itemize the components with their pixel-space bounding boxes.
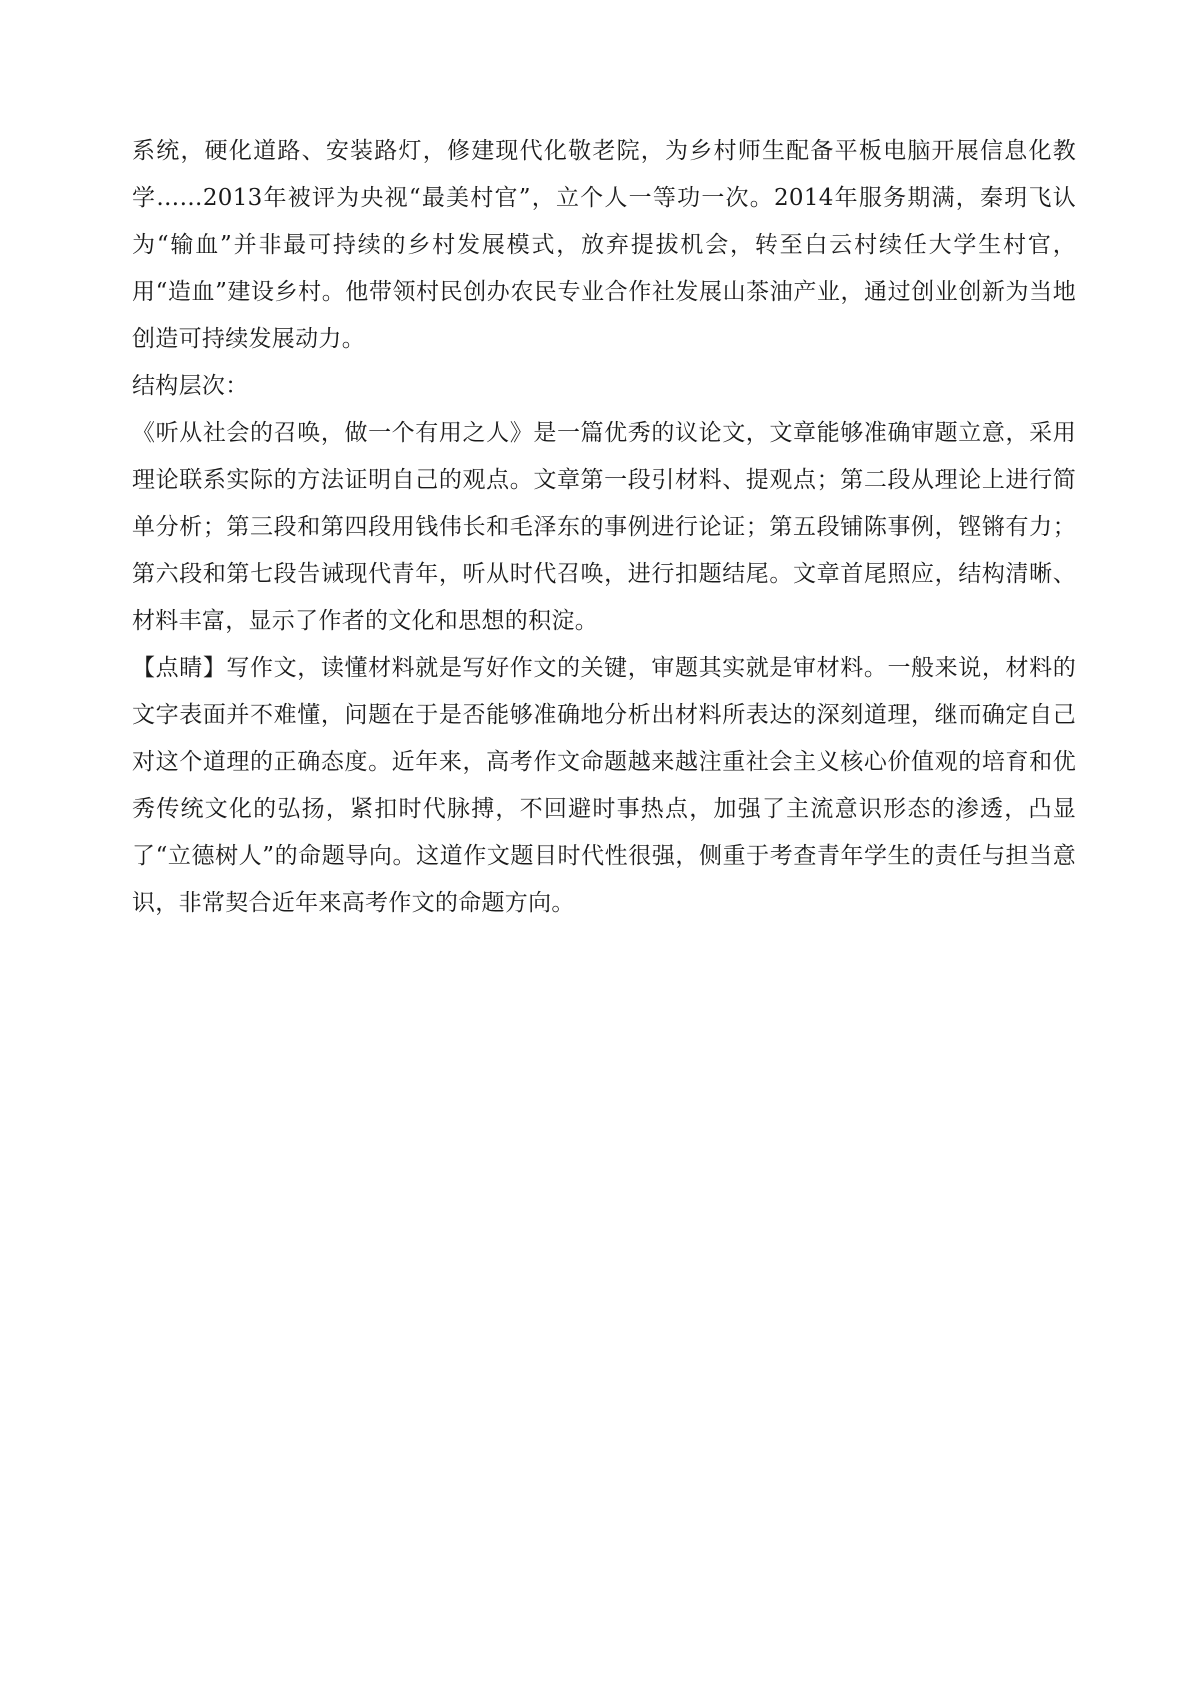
- paragraph-commentary: 【点睛】写作文，读懂材料就是写好作文的关键，审题其实就是审材料。一般来说，材料的文字表面并不难懂，问题在于是否能够准确地分析出材料所表达的深刻道理，继而确定自己对这个道理的正确态度。近年来，高考作文命题越来越注重社会主义核心价值观的培育和优秀传统文化的弘扬，紧扣时代脉搏，不回避时事热点，加强了主流意识形态的渗透，凸显了“立德树人”的命题导向。这道作文题目时代性很强，侧重于考查青年学生的责任与担当意识，非常契合近年来高考作文的命题方向。: [132, 655, 1076, 916]
- paragraph-structure-heading: 结构层次：: [132, 373, 249, 399]
- document-body: [132, 128, 1076, 927]
- paragraph-structure-analysis: 《听从社会的召唤，做一个有用之人》是一篇优秀的议论文，文章能够准确审题立意，采用理论联系实际的方法证明自己的观点。文章第一段引材料、提观点；第二段从理论上进行简单分析；第三段和第四段用钱伟长和毛泽东的事例进行论证；第五段铺陈事例，铿锵有力；第六段和第七段告诫现代青年，听从时代召唤，进行扣题结尾。文章首尾照应，结构清晰、材料丰富，显示了作者的文化和思想的积淀。: [132, 420, 1076, 634]
- paragraph-continuation: 系统，硬化道路、安装路灯，修建现代化敬老院，为乡村师生配备平板电脑开展信息化教学……2013年被评为央视“最美村官”，立个人一等功一次。2014年服务期满，秦玥飞认为“输血”并非最可持续的乡村发展模式，放弃提拔机会，转至白云村续任大学生村官，用“造血”建设乡村。他带领村民创办农民专业合作社发展山茶油产业，通过创业创新为当地创造可持续发展动力。: [132, 138, 1076, 352]
